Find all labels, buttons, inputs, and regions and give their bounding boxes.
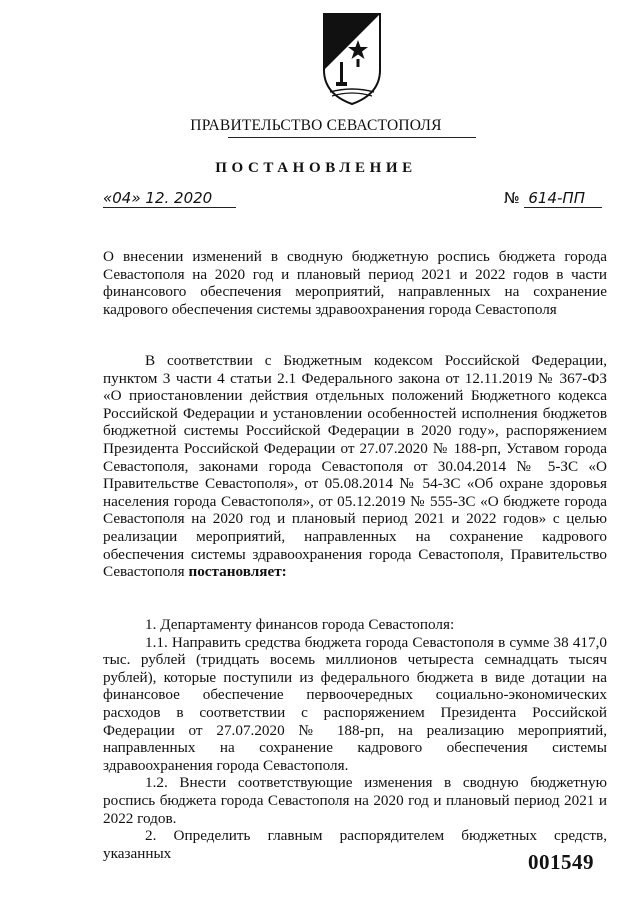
clause-1: 1. Департаменту финансов города Севастополя: [145, 616, 455, 633]
decree-verb: постановляет: [188, 563, 287, 581]
document-number: № 614-ПП [504, 189, 602, 208]
government-name: ПРАВИТЕЛЬСТВО СЕВАСТОПОЛЯ [190, 117, 442, 134]
document-date: «04» 12. 2020 [103, 189, 236, 208]
sevastopol-coat-of-arms-icon [318, 10, 386, 106]
preamble-text: В соответствии с Бюджетным кодексом Российской Федерации, пунктом 3 части 4 статьи 2.1 Федерального закона от 12.11.2019 № 367-ФЗ «О приостановлении действия отдельных положений Бюджетного кодекса Российской Федерации и установлении особенностей исполнения бюджетов бюджетной системы Российской Федерации в 2020 году», распоряжением Президента Российской Федерации от 27.07.2020 № 188-рп, Уставом города Севастополя, законами города Севастополя от 30.04.2014 № 5-ЗС «О Правительстве Севастополя», от 05.08.2014 № 54-ЗС «Об охране здоровья населения города Севастополя», от 05.12.2019 № 555-ЗС «О бюджете города Севастополя на 2020 год и плановый период 2021 и 2022 годов» с целью реализации мероприятий, направленных на сохранение кадрового обеспечения системы здравоохранения города Севастополя, Правительство Севастополя [103, 352, 607, 581]
document-subject: О внесении изменений в сводную бюджетную роспись бюджета города Севастополя на 2020 год и плановый период 2021 и 2022 годов в части финансового обеспечения мероприятий, направленных на сохранение кадрового обеспечения системы здравоохранения города Севастополя [103, 248, 607, 318]
clause-1-1: 1.1. Направить средства бюджета города Севастополя в сумме 38 417,0 тыс. рублей (тридцать восемь миллионов четыреста семнадцать тысяч рублей), которые поступили из федерального бюджета в виде дотации на финансовое обеспечение первоочередных социально-экономических расходов в соответствии с распоряжением Президента Российской Федерации от 27.07.2020 № 188-рп, на реализацию мероприятий, направленных на сохранение кадрового обеспечения системы здравоохранения города Севастополя. [103, 633, 607, 774]
decree-clauses [103, 616, 607, 862]
serial-number: 001549 [528, 850, 594, 874]
date-month: 12 [145, 189, 165, 207]
header-underline [228, 137, 476, 138]
date-year: 2020 [174, 189, 213, 207]
clause-2: 2. Определить главным распорядителем бюджетных средств, указанных [103, 827, 607, 862]
clause-1-2: 1.2. Внести соответствующие изменения в сводную бюджетную роспись бюджета города Севастополя на 2020 год и плановый период 2021 и 2022 годов. [103, 774, 607, 827]
preamble-paragraph [103, 352, 607, 581]
date-day: 04 [112, 189, 132, 207]
document-number-value: 614-ПП [524, 189, 602, 208]
document-type-title: ПОСТАНОВЛЕНИЕ [215, 160, 417, 176]
